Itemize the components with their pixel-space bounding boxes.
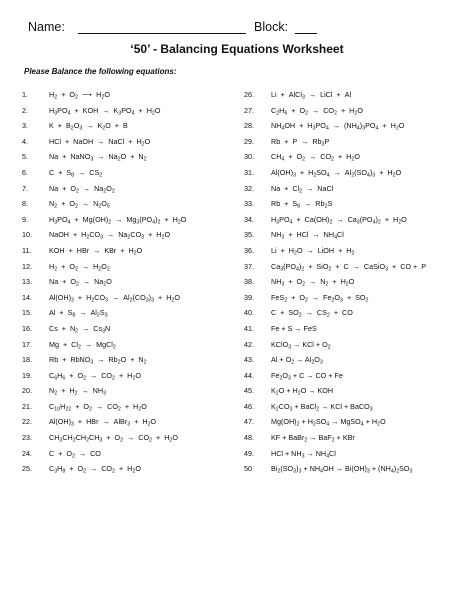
equation-item [22, 383, 242, 399]
worksheet-title: ‘50’ - Balancing Equations Worksheet [130, 42, 344, 56]
equation-formula: Fe + S → FeS [271, 323, 317, 333]
equation-item [22, 352, 242, 368]
equation-item [244, 274, 464, 290]
equation-formula: Li + AlCl$_3$ → LiCl + Al [271, 90, 352, 101]
equation-formula: $Rb + P \to Rb_3P$ [271, 136, 330, 148]
equation-formula: $Al + O_2 \to Al_2O_3$ [271, 355, 323, 366]
equation-item [22, 399, 242, 415]
equation-formula: $Cs + N_2 \to Cs_3N$ [49, 323, 111, 335]
equation-formula: $K + B_2O_3 \to K_2O + B$ [49, 121, 128, 132]
equation-item [244, 243, 464, 259]
equation-item [22, 87, 242, 103]
name-blank-line[interactable] [78, 33, 246, 34]
equation-formula: $NH_3 + O_2 \to N_2 + H_2O$ [271, 277, 355, 288]
equation-number: 39. [244, 292, 254, 302]
equation-formula: $Mg(OH)_2 + H_2SO_4$ → MgSO$_4$ + $H_2O$ [271, 417, 386, 428]
equation-formula: $H_3PO_4 + Ca(OH)_2 \to Ca_3(PO_4)_2 + H_2O$ [271, 214, 407, 226]
equation-number: 28. [244, 121, 254, 131]
equation-item [244, 212, 464, 228]
equation-formula: $Bi_2(SO_3)_3 + NH_4OH \to Bi(OH)_3 + (NH_4)_2SO_3$ [271, 464, 413, 475]
equation-item [244, 321, 464, 337]
equation-item [244, 103, 464, 119]
equation-formula: $Al + S_8 \to Al_2S_3$ [49, 308, 108, 319]
equation-item [22, 212, 242, 228]
instructions: Please Balance the following equations: [24, 67, 177, 76]
equation-item [22, 227, 242, 243]
equation-number: 13. [22, 277, 32, 287]
equation-formula: $Ca_3(PO_4)_2 + SiO_2 + C$ → CaSiO$_3$ + CO + P [271, 261, 427, 273]
equation-formula: $CH_4 + O_2 \to CO_2 + H_2O$ [271, 152, 360, 163]
equation-item [244, 399, 464, 415]
equation-formula: $H_2 + O_2$ ⟶ $H_2O$ [49, 90, 110, 101]
equation-item [244, 165, 464, 181]
equation-number: 42. [244, 339, 254, 349]
equation-number: 48. [244, 433, 254, 443]
equation-item [22, 305, 242, 321]
equation-formula: $C + S_8 \to CS_2$ [49, 167, 103, 179]
equation-item [244, 383, 464, 399]
equation-number: 11. [22, 245, 32, 255]
equation-item [22, 337, 242, 353]
equation-formula: $K_2CO_3$ + BaCl$_2$ → KCl + BaCO$_3$ [271, 401, 373, 413]
equation-formula: $C + O_2$ → CO [49, 448, 101, 460]
equation-number: 25. [22, 464, 32, 474]
equation-formula: $Al(OH)_3 + H_2CO_3 \to Al_2(CO_3)_3 + H_2O$ [49, 292, 180, 304]
equation-number: 24. [22, 448, 32, 458]
equation-item [22, 149, 242, 165]
equation-number: 34. [244, 214, 254, 224]
equation-number: 8. [22, 199, 28, 209]
equation-number: 21. [22, 401, 32, 411]
equation-item [22, 274, 242, 290]
equation-number: 23. [22, 433, 32, 443]
equation-number: 5. [22, 152, 28, 162]
equation-number: 40. [244, 308, 254, 318]
equation-formula: $Rb + S_8 \to Rb_2S$ [271, 199, 333, 210]
equation-formula: $NH_4OH + H_3PO_4 \to (NH_4)_3PO_4 + H_2O$ [271, 121, 405, 132]
equation-number: 9. [22, 214, 28, 224]
equation-number: 33. [244, 199, 254, 209]
equation-number: 22. [22, 417, 32, 427]
equation-number: 15. [22, 308, 32, 318]
block-label: Block: [254, 20, 289, 34]
equation-item [22, 446, 242, 462]
equation-item [22, 321, 242, 337]
equation-item [22, 134, 242, 150]
equation-item [244, 368, 464, 384]
equation-item [244, 227, 464, 243]
equation-item [244, 118, 464, 134]
equation-number: 27. [244, 105, 254, 115]
equation-item [244, 87, 464, 103]
block-blank-line[interactable] [295, 33, 317, 34]
equation-formula: $Fe_2O_3 + C$ → CO + Fe [271, 370, 343, 382]
equations-column-left [22, 87, 242, 477]
equation-item [244, 352, 464, 368]
equation-number: 44. [244, 370, 254, 380]
equation-formula: HCl + NaOH → NaCl + $H_2O$ [49, 136, 151, 148]
equation-formula: $K_2O + H_2O$ → KOH [271, 386, 334, 397]
equation-formula: $Al(OH)_3$ + HBr → AlBr$_3$ + $H_2O$ [49, 417, 157, 428]
equation-number: 2. [22, 105, 28, 115]
equation-item [22, 259, 242, 275]
equation-formula: $C + SO_2 \to CS_2$ + CO [271, 308, 353, 319]
equation-formula: $FeS_2 + O_2 \to Fe_2O_3 + SO_2$ [271, 292, 369, 304]
equation-item [244, 430, 464, 446]
equation-formula: $N_2 + O_2 \to N_2O_5$ [49, 199, 110, 210]
equation-number: 41. [244, 323, 254, 333]
equation-item [244, 149, 464, 165]
equation-number: 49. [244, 448, 254, 458]
equation-formula: $C_3H_8 + O_2 \to CO_2 + H_2O$ [49, 464, 141, 475]
equation-item [22, 430, 242, 446]
equation-number: 31. [244, 167, 254, 177]
equation-number: 30. [244, 152, 254, 162]
equation-item [244, 414, 464, 430]
equation-item [22, 103, 242, 119]
equation-formula: NaOH + $H_2CO_3 \to Na_2CO_3 + H_2O$ [49, 230, 171, 241]
equation-formula: HCl + $NH_3 \to NH_4Cl$ [271, 448, 336, 460]
equation-formula: $Al(OH)_3 + H_2SO_4 \to Al_2(SO_4)_3 + H_2O$ [271, 167, 402, 179]
equation-item [22, 243, 242, 259]
equation-number: 14. [22, 292, 32, 302]
equation-formula: $H_2 + O_2 \to H_2O_2$ [49, 261, 110, 273]
equation-number: 19. [22, 370, 32, 380]
equation-formula: Na + NaNO$_3$ → $Na_2O + N_2$ [49, 152, 147, 163]
equation-number: 35. [244, 230, 254, 240]
equation-item [22, 181, 242, 197]
equation-number: 50 [244, 464, 252, 474]
equation-item [244, 446, 464, 462]
equation-item [244, 461, 464, 477]
equation-number: 29. [244, 136, 254, 146]
equation-item [22, 368, 242, 384]
equation-item [244, 290, 464, 306]
equation-number: 1. [22, 90, 28, 99]
equation-formula: KOH + HBr → KBr + $H_2O$ [49, 245, 143, 257]
equation-number: 10. [22, 230, 32, 240]
equations-column-right [244, 87, 464, 477]
equation-number: 6. [22, 167, 28, 177]
equation-number: 38. [244, 277, 254, 287]
equation-formula: $Na + Cl_2$ → NaCl [271, 183, 334, 195]
equation-item [22, 118, 242, 134]
equation-formula: KClO$_3$ → KCl + $O_2$ [271, 339, 331, 350]
equation-formula: KF + BaBr$_2$ → BaF$_2$ + KBr [271, 433, 355, 444]
equation-item [22, 165, 242, 181]
equation-formula: $C_6H_6 + O_2 \to CO_2 + H_2O$ [49, 370, 141, 382]
equation-formula: $Li + H_2O$ → LiOH + $H_2$ [271, 245, 355, 257]
equation-formula: $C_2H_6 + O_2 \to CO_2 + H_2O$ [271, 105, 363, 117]
equation-number: 32. [244, 183, 254, 193]
equation-number: 17. [22, 339, 32, 349]
equation-formula: $N_2 + H_2 \to NH_3$ [49, 386, 107, 397]
equation-formula: $CH_3CH_2CH_2CH_3 + O_2 \to CO_2 + H_2O$ [49, 433, 178, 444]
header [28, 20, 458, 38]
equation-formula: $C_{10}H_{22} + O_2 \to CO_2 + H_2O$ [49, 401, 147, 413]
equation-formula: $Na + O_2 \to Na_2O_2$ [49, 183, 115, 195]
equation-number: 4. [22, 136, 28, 146]
equation-formula: $Mg + Cl_2$ → MgCl$_2$ [49, 339, 116, 350]
equation-item [22, 196, 242, 212]
equation-item [244, 259, 464, 275]
equation-number: 37. [244, 261, 254, 271]
equation-formula: $NH_3$ + HCl → $NH_4Cl$ [271, 230, 344, 241]
equation-number: 16. [22, 323, 32, 333]
equation-number: 36. [244, 245, 254, 255]
equation-number: 7. [22, 183, 28, 193]
equation-number: 43. [244, 355, 254, 365]
equation-item [244, 196, 464, 212]
equation-number: 45. [244, 386, 254, 396]
name-label: Name: [28, 20, 65, 34]
equation-number: 47. [244, 417, 254, 427]
equation-number: 3. [22, 121, 28, 131]
equation-formula: $Na + O_2 \to Na_2O$ [49, 277, 112, 288]
equation-number: 20. [22, 386, 32, 396]
equation-number: 26. [244, 90, 254, 99]
equation-formula: Rb + RbNO$_3$ → $Rb_2O + N_2$ [49, 355, 147, 366]
equation-number: 18. [22, 355, 32, 365]
equation-item [244, 134, 464, 150]
equation-item [244, 337, 464, 353]
equation-item [244, 181, 464, 197]
equation-item [22, 414, 242, 430]
equation-item [22, 461, 242, 477]
equation-number: 12. [22, 261, 32, 271]
equation-item [244, 305, 464, 321]
equation-formula: $H_3PO_4 + Mg(OH)_2 \to Mg_3(PO_4)_2 + H_2O$ [49, 214, 187, 226]
equation-formula: $H_3PO_4$ + KOH → $K_3PO_4 + H_2O$ [49, 105, 161, 117]
equation-number: 46. [244, 401, 254, 411]
equation-item [22, 290, 242, 306]
